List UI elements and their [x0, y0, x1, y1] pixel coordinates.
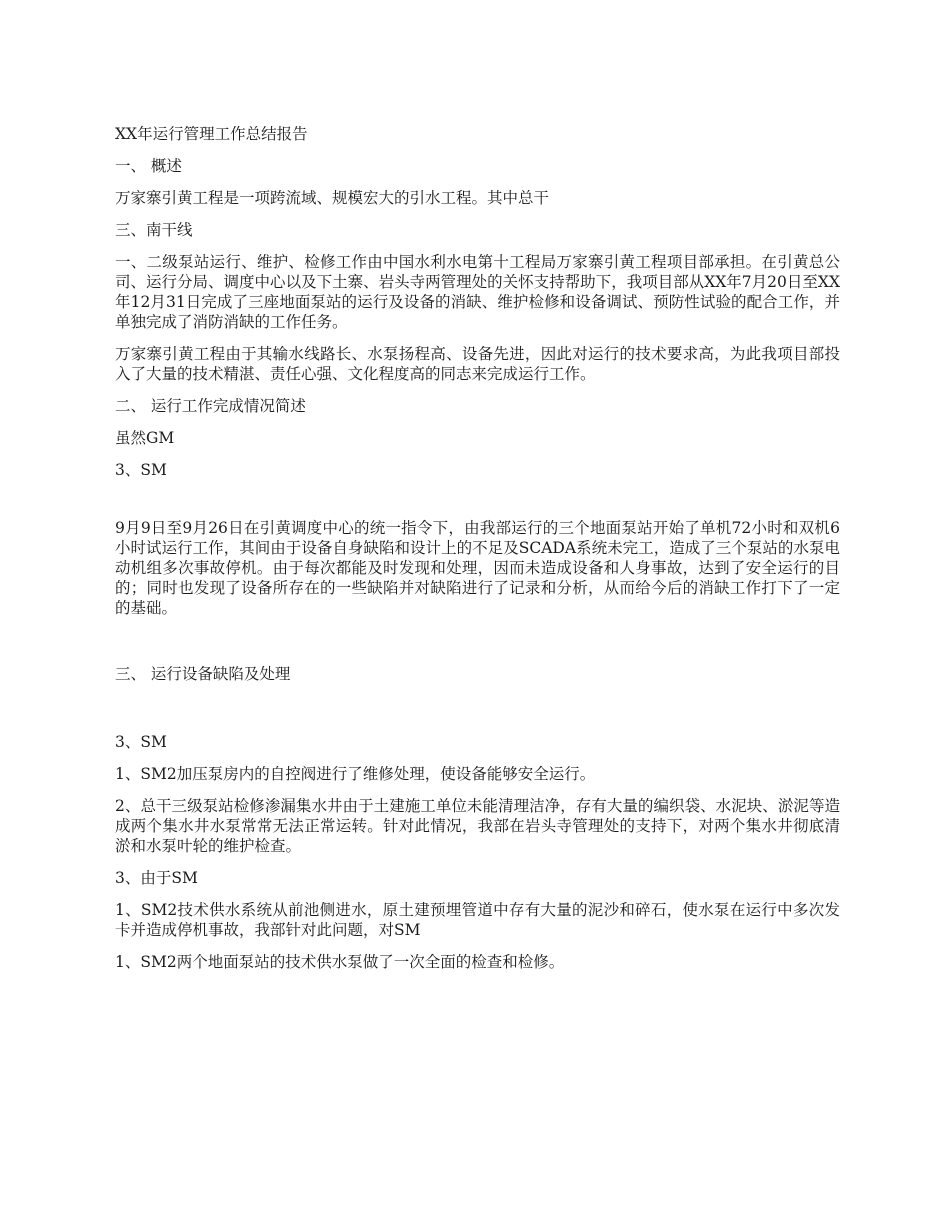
- paragraph: 虽然GM: [115, 429, 175, 447]
- paragraph: 1、SM2技术供水系统从前池侧进水，原土建预埋管道中存有大量的泥沙和碎石，使水泵在运行中多次发卡并造成停机事故，我部针对此问题，对SM: [115, 901, 840, 939]
- document-title: XX年运行管理工作总结报告: [115, 125, 308, 143]
- paragraph: 万家寨引黄工程由于其输水线路长、水泵扬程高、设备先进，因此对运行的技术要求高，为此我项目部投入了大量的技术精湛、责任心强、文化程度高的同志来完成运行工作。: [115, 345, 840, 383]
- paragraph: 万家寨引黄工程是一项跨流域、规模宏大的引水工程。其中总干: [115, 189, 550, 207]
- paragraph: 1、SM2两个地面泵站的技术供水泵做了一次全面的检查和检修。: [115, 953, 565, 971]
- paragraph: 9月9日至9月26日在引黄调度中心的统一指令下，由我部运行的三个地面泵站开始了单机72小时和双机6小时试运行工作，其间由于设备自身缺陷和设计上的不足及SCADA系统未完工，造成了三个泵站的水泵电动机组多次事故停机。由于每次都能及时发现和处理，因而未造成设备和人身事故，达到了安全运行的目的；同时也发现了设备所存在的一些缺陷并对缺陷进行了记录和分析，从而给今后的消缺工作打下了一定的基础。: [115, 519, 840, 617]
- paragraph: 一、二级泵站运行、维护、检修工作由中国水利水电第十工程局万家寨引黄工程项目部承担。在引黄总公司、运行分局、调度中心以及下土寨、岩头寺两管理处的关怀支持帮助下，我项目部从XX年7月20日至XX年12月31日完成了三座地面泵站的运行及设备的消缺、维护检修和设备调试、预防性试验的配合工作，并单独完成了消防消缺的工作任务。: [115, 253, 840, 331]
- paragraph: 3、由于SM: [115, 869, 198, 887]
- paragraph: 2、总干三级泵站检修渗漏集水井由于土建施工单位未能清理洁净，存有大量的编织袋、水泥块、淤泥等造成两个集水井水泵常常无法正常运转。针对此情况，我部在岩头寺管理处的支持下，对两个集水井彻底清淤和水泵叶轮的维护检查。: [115, 797, 840, 855]
- section-heading-defects: 三、 运行设备缺陷及处理: [115, 665, 291, 683]
- paragraph: 3、SM: [115, 461, 167, 479]
- section-heading-overview: 一、 概述: [115, 157, 182, 175]
- paragraph: 1、SM2加压泵房内的自控阀进行了维修处理，使设备能够安全运行。: [115, 765, 596, 783]
- section-heading-south-line: 三、南干线: [115, 221, 193, 239]
- section-heading-operation-summary: 二、 运行工作完成情况简述: [115, 397, 306, 415]
- paragraph: 3、SM: [115, 733, 167, 751]
- document-page: [115, 124, 840, 984]
